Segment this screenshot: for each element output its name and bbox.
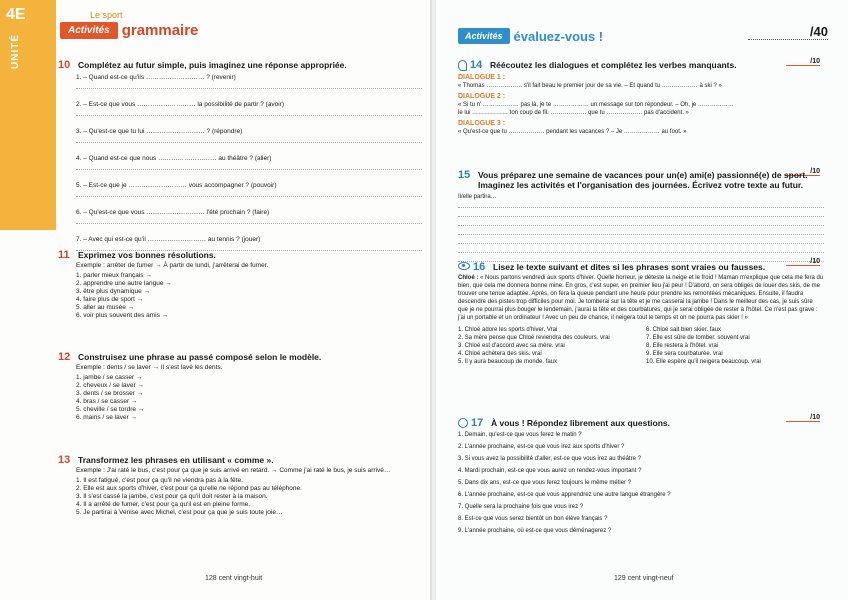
- exercise-item: 3. dents / se brosser →: [76, 390, 144, 397]
- exercise-number: 16: [473, 261, 486, 273]
- exercise-item: 4. faire plus de sport →: [76, 296, 144, 303]
- exercise-item: 2. cheveux / se laver →: [76, 382, 144, 389]
- exercise-item: 5. aller au musée →: [76, 304, 135, 311]
- answer-line[interactable]: [458, 228, 824, 235]
- answer-line[interactable]: [458, 246, 824, 253]
- unit-code: 4E: [6, 6, 26, 23]
- answer-line[interactable]: [458, 237, 824, 244]
- statement[interactable]: 7. Elle est sûre de tomber. souvent vrai: [646, 335, 750, 341]
- question-item: 2. L'année prochaine, est-ce que vous irez aux sports d'hiver ?: [458, 444, 625, 450]
- answer-line[interactable]: [76, 190, 422, 197]
- exercise-item: 1. jambe / se casser →: [76, 374, 143, 381]
- exercise-number: 13: [58, 454, 71, 466]
- unit-vertical-label: UNITÉ: [10, 34, 21, 69]
- exercise-item: 4. Il a arrêté de fumer, c'est pour ça qu'il est en pleine forme.: [76, 501, 251, 508]
- exercise-16: [458, 262, 824, 366]
- exercise-item: 4. bras / se casser →: [76, 398, 138, 405]
- exercise-item: 1. – Quand est-ce qu'ils ……………………… ? (revenir): [76, 74, 236, 81]
- exercise-instruction: Transformez les phrases en utilisant « comme ».: [78, 455, 274, 465]
- exercise-item: 1. Il est fatigué, c'est pour ça qu'il ne viendra pas à la fête.: [76, 477, 243, 484]
- answer-line[interactable]: [76, 109, 422, 116]
- exercise-item: 6. mains / se laver →: [76, 414, 138, 421]
- activity-badge: Activités: [458, 28, 510, 44]
- exercise-item: 3. Il s'est cassé la jambe, c'est pour ça qu'il doit rester à la maison.: [76, 493, 268, 500]
- exercise-item: 5. cheville / se tordre →: [76, 406, 145, 413]
- exercise-11: [58, 250, 422, 320]
- page-number: 129: [614, 575, 626, 582]
- exercise-item: 6. – Qu'est-ce que vous ……………………… l'été prochain ? (faire): [76, 209, 270, 216]
- exercise-number: 15: [458, 169, 471, 181]
- exercise-number: 10: [58, 59, 71, 71]
- true-false-list: [458, 326, 824, 366]
- answer-line[interactable]: [76, 82, 422, 89]
- dialogue-label: DIALOGUE 3 :: [458, 120, 506, 127]
- page-number-words: cent vingt-neuf: [627, 575, 674, 582]
- exercise-score[interactable]: /10: [786, 168, 820, 176]
- exercise-12: [58, 352, 422, 422]
- exercise-item: 3. – Qu'est-ce que tu lui ……………………… ? (répondre): [76, 128, 243, 135]
- statement[interactable]: 10. Elle espère qu'il neigera beaucoup. vrai: [646, 359, 761, 365]
- statement[interactable]: 9. Elle sera courbaturée. vrai: [646, 351, 723, 357]
- page-number: 128: [205, 575, 217, 582]
- reading-text-speaker: Chloé :: [458, 275, 479, 281]
- exercise-10: [58, 60, 422, 253]
- exercise-instruction: Lisez le texte suivant et dites si les phrases sont vraies ou fausses.: [493, 262, 766, 272]
- answer-line[interactable]: [458, 210, 824, 217]
- statement[interactable]: 1. Chloé adore les sports d'hiver. Vrai: [458, 327, 558, 333]
- exercise-14: [458, 60, 824, 136]
- answer-line[interactable]: [458, 255, 824, 262]
- statement[interactable]: 6. Chloé sait bien skier. faux: [646, 327, 722, 333]
- exercise-item: 5. – Est-ce que je ……………………… vous accompagner ? (pouvoir): [76, 182, 277, 189]
- exercise-number: 17: [471, 417, 484, 429]
- left-header: [60, 10, 198, 39]
- exercise-item: 6. voir plus souvent des amis →: [76, 312, 169, 319]
- answer-line[interactable]: [458, 201, 824, 208]
- question-item: 5. Dans dix ans, est-ce que vous ferez toujours le même métier ?: [458, 480, 632, 486]
- activity-badge: Activités: [60, 22, 118, 39]
- answer-line[interactable]: [458, 219, 824, 226]
- exercise-item: 2. apprendre une autre langue →: [76, 280, 172, 287]
- exercise-example: Exemple : dents / se laver → Il s'est lavé les dents.: [76, 364, 223, 371]
- eye-icon: [458, 262, 470, 270]
- exercise-item: 7. – Avec qui est-ce qu'il ……………………… au tennis ? (jouer): [76, 236, 261, 243]
- question-item: 3. Si vous avez la possibilité d'aller, est-ce que vous irez au théâtre ?: [458, 456, 641, 462]
- exercise-number: 12: [58, 351, 71, 363]
- page-number-words: cent vingt-huit: [218, 575, 263, 582]
- dialogue-label: DIALOGUE 1 :: [458, 74, 506, 81]
- lesson-label: Le sport: [90, 10, 123, 20]
- exercise-instruction: Exprimez vos bonnes résolutions.: [78, 250, 216, 260]
- answer-line[interactable]: [76, 163, 422, 170]
- question-item: 6. L'année prochaine, est-ce que vous apprendrez une autre langue étrangère ?: [458, 492, 671, 498]
- statement[interactable]: 5. Il y aura beaucoup de monde. faux: [458, 359, 558, 365]
- reading-text-body: « Nous partons vendredi aux sports d'hiver. Quelle horreur, je déteste la neige et le froid ! Maman m'explique que cela me fera du bien, que cela me donnera bonne mine. En gros, c'est super, en premier lieu j'ai peur ! D'abord, on sera obligés de louer des skis, de me trouver une tenue adaptée. Après, on fera la queue pendant une heure pour prendre les remontées mécaniques. Ensuite, il faudra descendre des pistes trop difficiles pour moi. Je tomberai sur la tête et je me casserai la jambe ! Dans le meilleur des cas, je suis sûre que je ne pourrai plus bouger le lendemain, j'aurai la tête et des courbatures, qui je serai obligée de rester à l'hôtel. Ce n'est pas grave : j'ai un portable et un ordinateur ! Avec un peu de chance, il neigera tout le temps et on ne pourra pas skier ! »: [458, 275, 824, 321]
- exercise-instruction: Vous préparez une semaine de vacances pour un(e) ami(e) passionné(e) de sport. Imaginez les activités et l'organisation des journées. Écrivez votre texte au futur.: [478, 170, 808, 190]
- reading-text: [458, 274, 824, 322]
- statement[interactable]: 3. Chloé est d'accord avec sa mère. vrai: [458, 343, 565, 349]
- page-number-left: [205, 575, 262, 582]
- speech-icon: [458, 418, 468, 428]
- unit-side-tab: [0, 0, 56, 230]
- exercise-score[interactable]: /10: [786, 58, 820, 66]
- exercise-score[interactable]: /10: [786, 258, 820, 266]
- exercise-instruction: Complétez au futur simple, puis imaginez une réponse appropriée.: [78, 60, 347, 70]
- question-item: 1. Demain, qu'est-ce que vous ferez le matin ?: [458, 432, 582, 438]
- dialogue-line: « Qu'est-ce que tu ……………… pendant les vacances ? – Je ……………… au foot. »: [458, 129, 687, 135]
- answer-line[interactable]: [76, 217, 422, 224]
- exercise-instruction: À vous ! Répondez librement aux questions.: [491, 418, 670, 428]
- dialogue-line: le lui ……………… ton coup de fil. ……………… que tu ……………… pas d'accident. »: [458, 110, 689, 116]
- right-page: [436, 0, 848, 600]
- total-score-box[interactable]: /40: [748, 24, 828, 40]
- exercise-item: 3. être plus dynamique →: [76, 288, 151, 295]
- statement[interactable]: 2. Sa mère pense que Chloé reviendra des couleurs. vrai: [458, 335, 610, 341]
- dialogue-line: « Si tu n' ……………… pas là, je te ……………… un message sur ton répondeur. – Oh, je ………………: [458, 102, 734, 108]
- exercise-example: Exemple : J'ai raté le bus, c'est pour ça que je suis arrivé en retard. → Comme j'ai raté le bus, je suis arrivé…: [76, 467, 391, 474]
- exercise-number: 11: [58, 249, 70, 261]
- ear-icon: [458, 60, 467, 71]
- statement[interactable]: 4. Chloé achètera des skis. vrai: [458, 351, 542, 357]
- exercise-15: [458, 170, 824, 264]
- exercise-item: 4. – Quand est-ce que nous ……………………… au théâtre ? (aller): [76, 155, 272, 162]
- answer-line[interactable]: [76, 136, 422, 143]
- page-title: évaluez-vous !: [513, 28, 604, 44]
- exercise-item: 5. Je partirai à Venise avec Michel, c'est pour ça que je suis toute joie…: [76, 509, 283, 516]
- exercise-17: [458, 418, 824, 535]
- exercise-instruction: Construisez une phrase au passé composé selon le modèle.: [78, 352, 322, 362]
- question-item: 8. Est-ce que vous serez bientôt un bon élève français ?: [458, 516, 608, 522]
- question-item: 4. Mardi prochain, est-ce que vous aurez un rendez-vous important ?: [458, 468, 642, 474]
- exercise-item: 2. – Est-ce que vous ……………………… la possibilité de partir ? (avoir): [76, 101, 285, 108]
- question-item: 7. Quelle sera la prochaine fois que vous irez ?: [458, 504, 584, 510]
- exercise-score[interactable]: /10: [786, 414, 820, 422]
- statement[interactable]: 8. Elle restera à l'hôtel. vrai: [646, 343, 719, 349]
- exercise-number: 14: [470, 59, 483, 71]
- dialogue-label: DIALOGUE 2 :: [458, 93, 506, 100]
- exercise-13: [58, 455, 422, 517]
- dialogue-line: « Thomas ……………… s'il fait beau le premier jour de sa vie. – Et quand tu ……………… à ski ? »: [458, 83, 722, 89]
- writing-starter: Il/elle partira…: [458, 194, 497, 200]
- right-header: [458, 28, 603, 44]
- exercise-item: 2. Elle est aux sports d'hiver, c'est pour ça qu'elle ne répond pas au téléphone.: [76, 485, 302, 492]
- page-title: grammaire: [121, 22, 199, 39]
- page-number-right: [614, 575, 674, 582]
- exercise-item: 1. parler mieux français →: [76, 272, 152, 279]
- exercise-example: Exemple : arrêter de fumer → À partir de lundi, j'arrêterai de fumer.: [76, 262, 269, 269]
- exercise-instruction: Réécoutez les dialogues et complétez les verbes manquants.: [490, 60, 737, 70]
- question-item: 9. L'année prochaine, où est-ce que vous déménagerez ?: [458, 528, 612, 534]
